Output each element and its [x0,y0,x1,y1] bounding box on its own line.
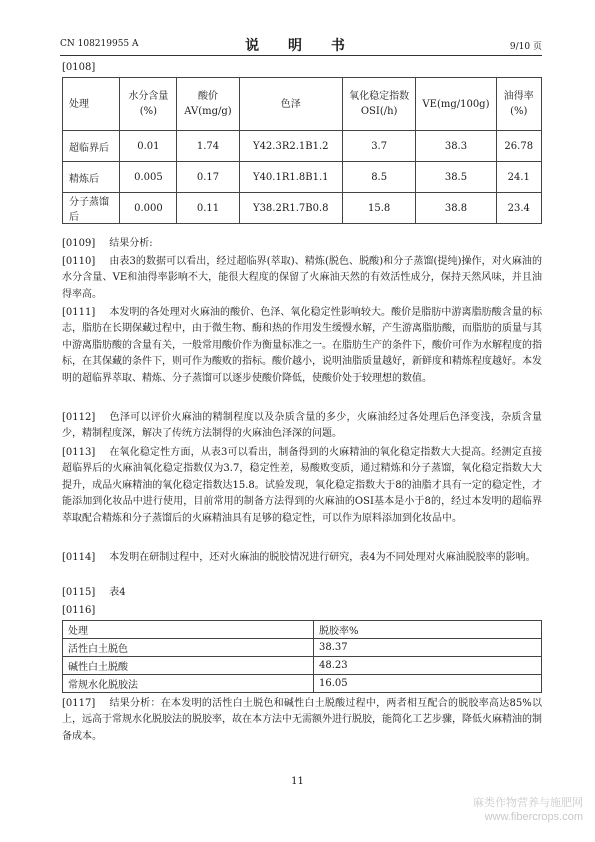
table-header-cell: 油得率(%) [496,78,542,131]
paragraph-number: [0115] [62,587,96,598]
table-cell: 15.8 [342,193,416,224]
paragraph-number-0108: [0108] [62,62,96,73]
table-cell: 活性白土脱色 [63,639,314,657]
page-indicator: 9/10 页 [509,42,542,52]
paragraph [62,236,542,252]
paragraph [62,410,542,443]
table-4 [62,620,542,693]
table-cell: 8.5 [342,162,416,193]
table-cell: 38.3 [416,131,496,162]
paragraph [62,550,542,566]
table-cell: 26.78 [496,131,542,162]
paragraph-number: [0111] [62,307,96,318]
paragraph [62,254,542,303]
paragraph-text: 本发明在研制过程中，还对火麻油的脱胶情况进行研究，表4为不同处理对火麻油脱胶率的影响。 [109,552,536,563]
table-row [63,131,542,162]
table-cell: 24.1 [496,162,542,193]
paragraph-number: [0114] [62,552,96,563]
table-cell: 碱性白土脱酸 [63,657,314,675]
table-cell: 38.37 [314,639,542,657]
table-caption: 表4 [109,587,126,598]
table-cell: 0.11 [177,193,239,224]
table-row [63,675,542,693]
table-cell: 16.05 [314,675,542,693]
table-cell: 精炼后 [63,162,120,193]
table-header-cell: 处理 [63,621,314,639]
table-cell: 0.000 [120,193,177,224]
paragraph-number: [0112] [62,412,96,423]
paragraph [62,585,542,601]
table-cell: 0.17 [177,162,239,193]
watermark [473,796,583,824]
paragraph-number: [0109] [62,238,96,249]
paragraph-text: 由表3的数据可以看出，经过超临界(萃取)、精炼(脱色、脱酸)和分子蒸馏(提纯)操作，对火麻油的水分含量、VE和油得率影响不大，能很大程度的保留了火麻油天然的有效活性成分，保持天然风味，并且油得率高。 [62,256,542,300]
table-header-row [63,621,542,639]
table-row [63,162,542,193]
table-3 [62,77,542,224]
table-cell: Y38.2R1.7B0.8 [239,193,342,224]
paragraph [62,445,542,527]
table-cell: Y40.1R1.8B1.1 [239,162,342,193]
table-cell: 38.5 [416,162,496,193]
table-header-cell: 处理 [63,78,120,131]
table-cell: 3.7 [342,131,416,162]
watermark-title: 麻类作物营养与施肥网 [473,797,583,809]
table-cell: 常规水化脱胶法 [63,675,314,693]
paragraph-text: 结果分析：在本发明的活性白土脱色和碱性白土脱酸过程中，两者相互配合的脱胶率高达85%以上，远高于常规水化脱胶法的脱胶率，故在本方法中无需额外进行脱胶，能简化工艺步骤，降低火麻精油的制备成本。 [62,698,542,742]
table-header-row [63,78,542,131]
table-cell: 23.4 [496,193,542,224]
table-header-cell: 氧化稳定指数OSI(/h) [342,78,416,131]
table-cell: 1.74 [177,131,239,162]
patent-number: CN 108219955 A [60,39,139,49]
paragraph [62,305,542,387]
paragraph-number-0116: [0116] [62,605,96,616]
table-cell: 38.8 [416,193,496,224]
paragraph-number: [0110] [62,256,96,267]
table-header-cell: 水分含量(%) [120,78,177,131]
paragraph [62,696,542,745]
header-rule [60,55,542,56]
paragraph-number: [0113] [62,447,96,458]
table-row [63,193,542,224]
table-header-cell: 酸价AV(mg/g) [177,78,239,131]
paragraph-number: [0117] [62,698,96,709]
watermark-url: www.fibercrops.com [484,811,583,823]
table-header-cell: VE(mg/100g) [416,78,496,131]
table-header-cell: 色泽 [239,78,342,131]
page-header [60,35,542,53]
document-title: 说 明 书 [245,38,357,54]
table-row [63,657,542,675]
table-cell: 0.01 [120,131,177,162]
table-header-cell: 脱胶率% [314,621,542,639]
paragraph-text: 在氧化稳定性方面，从表3可以看出，制备得到的火麻精油的氧化稳定指数大大提高。经测定直接超临界后的火麻油氧化稳定指数仅为3.7，稳定性差，易酸败变质，通过精炼和分子蒸馏，氧化稳定指数大大提升，成品火麻精油的氧化稳定指数达15.8。试验发现，氧化稳定指数大于8的油脂才具有一定的稳定性，才能添加到化妆品中进行使用，目前常用的制备方法得到的火麻油的OSI基本是小于8的，经过本发明的超临界萃取配合精炼和分子蒸馏后的火麻精油具有足够的稳定性，可以作为原料添加到化妆品中。 [62,447,542,524]
paragraph-text: 结果分析: [109,238,153,249]
table-cell: Y42.3R2.1B1.2 [239,131,342,162]
table-cell: 48.23 [314,657,542,675]
paragraph-text: 色泽可以评价火麻油的精制程度以及杂质含量的多少，火麻油经过各处理后色泽变浅，杂质含量少，精制程度深，解决了传统方法制得的火麻油色泽深的问题。 [62,412,542,440]
table-row [63,639,542,657]
table-cell: 分子蒸馏后 [63,193,120,224]
page-number: 11 [291,776,304,787]
table-cell: 超临界后 [63,131,120,162]
table-cell: 0.005 [120,162,177,193]
paragraph-text: 本发明的各处理对火麻油的酸价、色泽、氧化稳定性影响较大。酸价是脂肪中游离脂肪酸含量的标志，脂肪在长期保藏过程中，由于微生物、酶和热的作用发生缓慢水解，产生游离脂肪酸，而脂肪的质量与其中游离脂肪酸的含量有关，一般常用酸价作为衡量标准之一。在脂肪生产的条件下，酸价可作为水解程度的指标，在其保藏的条件下，则可作为酸败的指标。酸价越小，说明油脂质量越好，新鲜度和精炼程度越好。本发明的超临界萃取、精炼、分子蒸馏可以逐步使酸价降低，使酸价处于较理想的数值。 [62,307,542,384]
